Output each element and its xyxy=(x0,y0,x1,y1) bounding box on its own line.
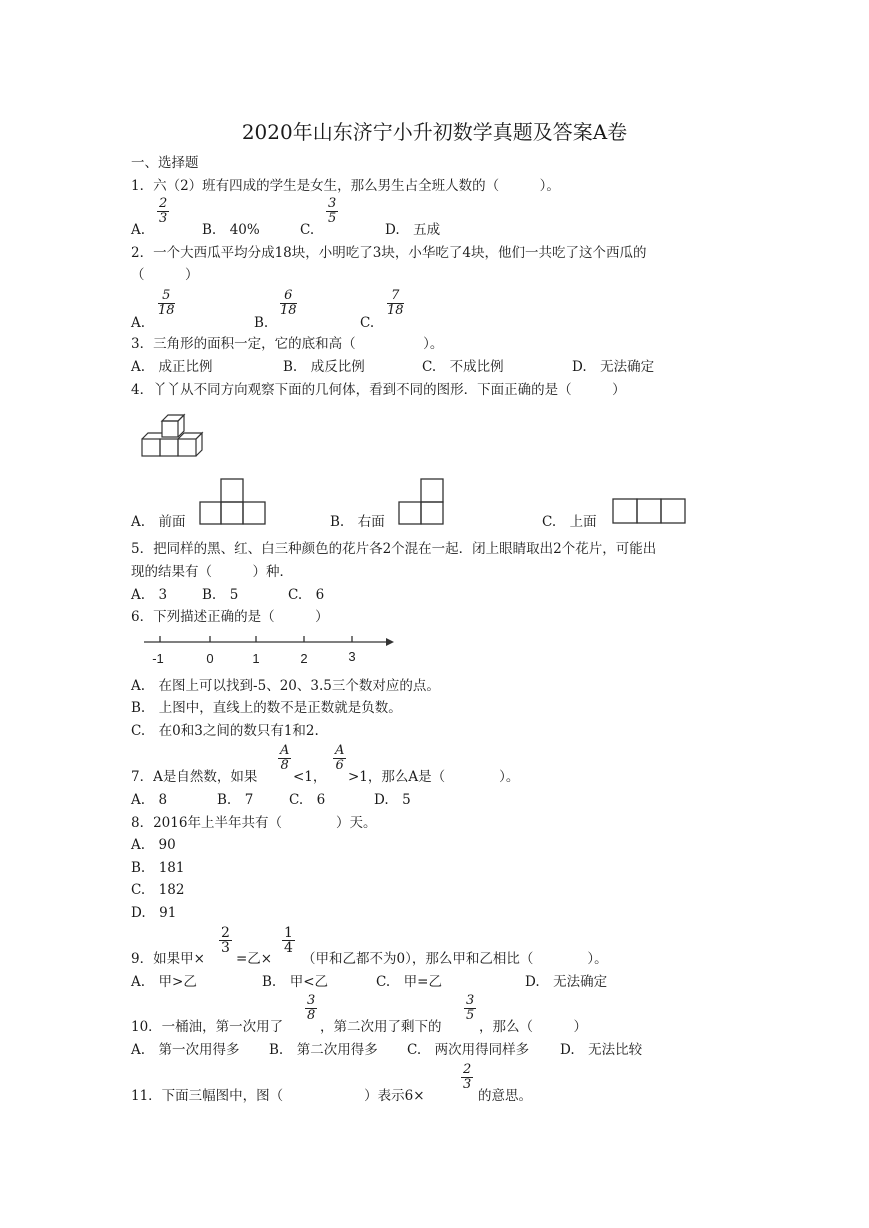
q7-fraction-2: A 6 xyxy=(335,743,345,773)
q2-option-b-fraction: 6 18 xyxy=(280,288,297,318)
q7-stem-part2: <1， xyxy=(293,769,327,785)
q3-stem: 3．三角形的面积一定，它的底和高（ ）。 xyxy=(131,336,444,352)
q10-fraction-1: 3 8 xyxy=(307,993,316,1023)
q10-stem-part2: ，第二次用了剩下的 xyxy=(320,1019,442,1035)
q10-option-c: C. 两次用得同样多 xyxy=(407,1042,530,1058)
q10-option-b: B. 第二次用得多 xyxy=(269,1042,378,1058)
q4-solid-figure xyxy=(136,409,212,459)
q6-option-b: B. 上图中，直线上的数不是正数就是负数。 xyxy=(131,700,402,716)
q1-stem: 1．六（2）班有四成的学生是女生，那么男生占全班人数的（ ）。 xyxy=(131,178,560,194)
q9-stem-part2: =乙× xyxy=(236,951,273,967)
q7-option-d: D. 5 xyxy=(374,792,411,808)
q4-option-a-front-view xyxy=(199,478,267,526)
q4-option-b-right-view xyxy=(398,478,446,526)
q10-stem-part3: ，那么（ ） xyxy=(479,1019,587,1035)
q3-option-d: D. 无法确定 xyxy=(572,359,655,375)
q1-option-a: A. xyxy=(131,222,146,238)
q11-stem-part1: 11．下面三幅图中，图（ ）表示6× xyxy=(131,1088,425,1104)
q5-stem: 5．把同样的黑、红、白三种颜色的花片各2个混在一起．闭上眼睛取出2个花片，可能出 xyxy=(131,541,657,557)
q11-fraction: 2 3 xyxy=(463,1062,472,1092)
q2-option-a: A. xyxy=(131,315,146,331)
q9-stem-part1: 9．如果甲× xyxy=(131,951,205,967)
q9-option-c: C. 甲=乙 xyxy=(376,974,442,990)
q7-fraction-1: A 8 xyxy=(280,743,290,773)
page-title: 2020年山东济宁小升初数学真题及答案A卷 xyxy=(241,120,628,144)
q6-stem: 6．下列描述正确的是（ ） xyxy=(131,609,329,625)
q9-option-a: A. 甲>乙 xyxy=(131,974,197,990)
q7-option-b: B. 7 xyxy=(217,792,254,808)
tick-label: 0 xyxy=(206,651,214,666)
q5-stem-line2: 现的结果有（ ）种． xyxy=(131,564,293,580)
q5-option-a: A. 3 xyxy=(131,587,168,603)
q7-stem-part1: 7．A是自然数，如果 xyxy=(131,769,258,785)
q10-option-d: D. 无法比较 xyxy=(560,1042,643,1058)
q9-stem-part3: （甲和乙都不为0），那么甲和乙相比（ ）。 xyxy=(302,951,608,967)
q2-stem: 2．一个大西瓜平均分成18块，小明吃了3块，小华吃了4块，他们一共吃了这个西瓜的 xyxy=(131,245,647,261)
q2-option-a-fraction: 5 18 xyxy=(158,288,175,318)
q4-stem: 4．丫丫从不同方向观察下面的几何体，看到不同的图形．下面正确的是（ ） xyxy=(131,382,626,398)
tick-label: 1 xyxy=(252,651,260,666)
q1-option-a-fraction: 2 3 xyxy=(159,196,168,226)
tick-label: -1 xyxy=(152,651,164,666)
q4-option-b: B. 右面 xyxy=(330,514,385,530)
q7-stem-part3: >1，那么A是（ ）。 xyxy=(348,769,520,785)
q6-option-c: C. 在0和3之间的数只有1和2. xyxy=(131,723,319,739)
q7-option-c: C. 6 xyxy=(289,792,326,808)
q7-option-a: A. 8 xyxy=(131,792,168,808)
q1-option-c-fraction: 3 5 xyxy=(328,196,337,226)
q10-fraction-2: 3 5 xyxy=(466,993,475,1023)
q2-option-b: B. xyxy=(254,315,269,331)
q3-option-a: A. 成正比例 xyxy=(131,359,213,375)
q6-option-a: A. 在图上可以找到-5、20、3.5三个数对应的点。 xyxy=(131,678,440,694)
q2-option-c: C. xyxy=(360,315,375,331)
q8-option-b: B. 181 xyxy=(131,860,185,876)
q5-option-c: C. 6 xyxy=(288,587,325,603)
q8-stem: 8．2016年上半年共有（ ）天。 xyxy=(131,815,377,831)
q3-option-c: C. 不成比例 xyxy=(422,359,504,375)
q4-option-a: A. 前面 xyxy=(131,514,186,530)
q9-fraction-2: 1 4 xyxy=(284,925,293,956)
q4-option-c-top-view xyxy=(612,498,688,526)
q8-option-c: C. 182 xyxy=(131,882,185,898)
q1-option-d: D. 五成 xyxy=(385,222,441,238)
q9-option-d: D. 无法确定 xyxy=(525,974,608,990)
q1-option-c: C. xyxy=(300,222,315,238)
q9-fraction-1: 2 3 xyxy=(221,925,230,956)
section-heading: 一、选择题 xyxy=(131,155,199,171)
q3-option-b: B. 成反比例 xyxy=(283,359,365,375)
q10-stem-part1: 10．一桶油，第一次用了 xyxy=(131,1019,284,1035)
q4-option-c: C. 上面 xyxy=(542,514,597,530)
q8-option-a: A. 90 xyxy=(131,837,176,853)
q9-option-b: B. 甲<乙 xyxy=(262,974,329,990)
tick-label: 2 xyxy=(300,651,308,666)
q2-stem-blank: （ ） xyxy=(131,267,199,283)
tick-label: 3 xyxy=(348,649,356,664)
q6-number-line xyxy=(140,632,400,672)
q8-option-d: D. 91 xyxy=(131,905,177,921)
q10-option-a: A. 第一次用得多 xyxy=(131,1042,240,1058)
q2-option-c-fraction: 7 18 xyxy=(387,288,404,318)
q1-option-b: B. 40% xyxy=(202,222,260,238)
q11-stem-part2: 的意思。 xyxy=(478,1088,532,1104)
q5-option-b: B. 5 xyxy=(202,587,239,603)
